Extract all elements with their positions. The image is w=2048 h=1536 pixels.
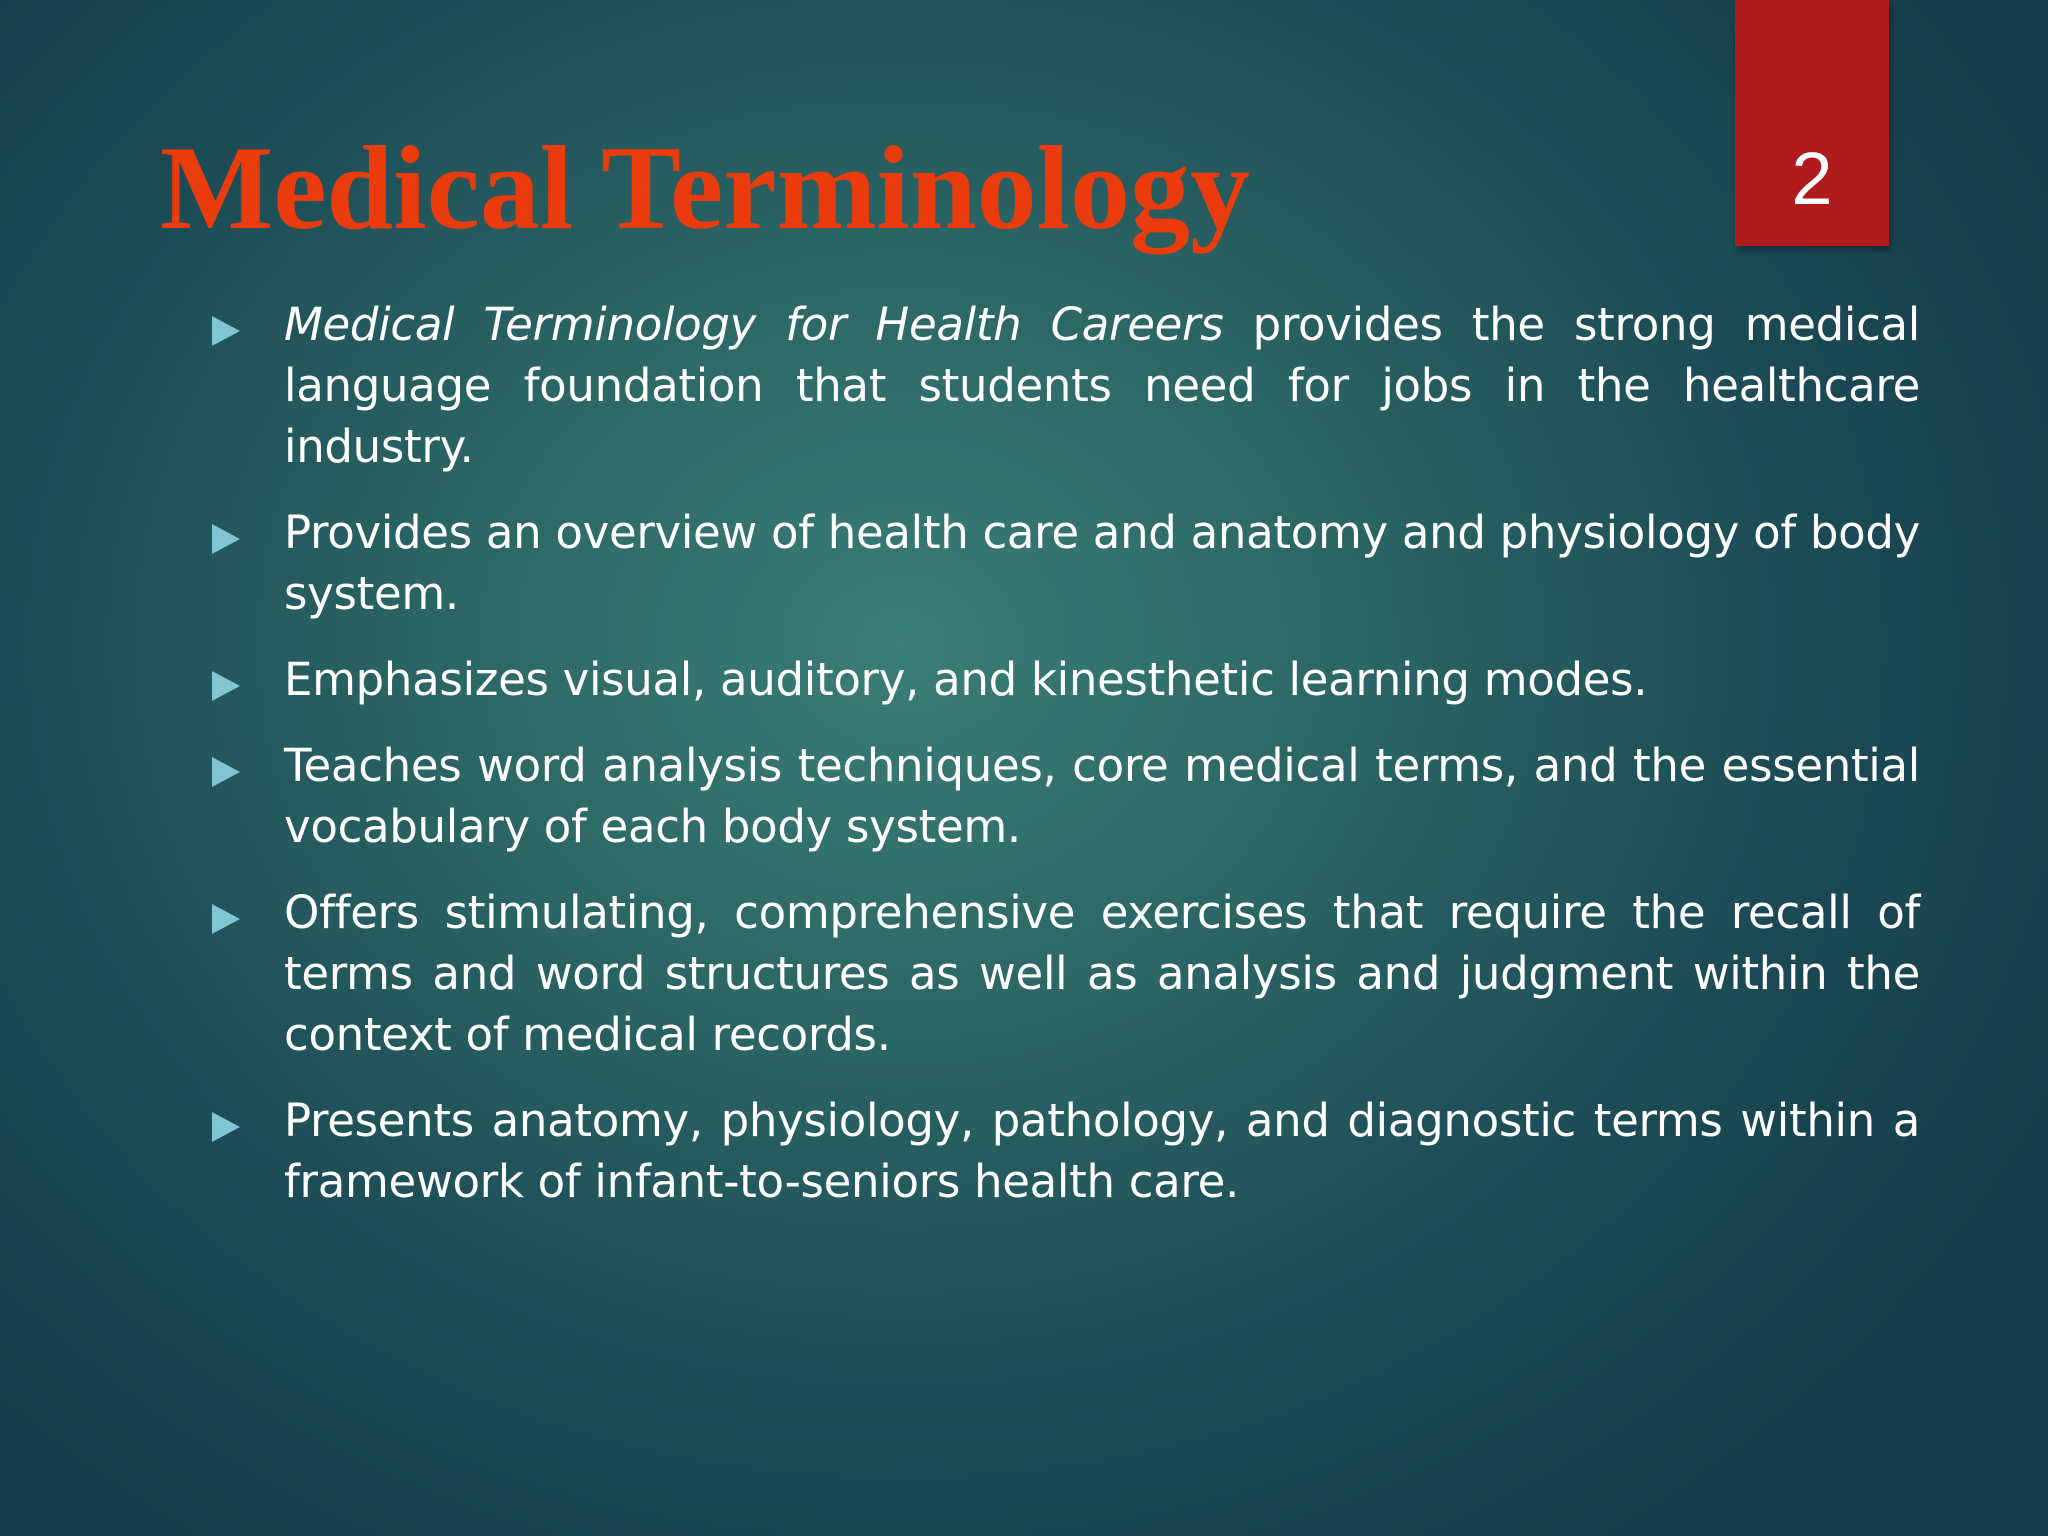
page-number-tab <box>1735 0 1889 246</box>
bullet-text: Provides an overview of health care and anatomy and physiology of body system. <box>284 506 1920 620</box>
triangle-bullet-icon <box>212 671 240 701</box>
book-title: Medical Terminology for Health Careers <box>284 298 1224 351</box>
bullet-item <box>200 294 1920 477</box>
slide-title: Medical Terminology <box>160 121 1250 254</box>
bullet-item <box>200 1090 1920 1212</box>
bullet-item <box>200 882 1920 1065</box>
triangle-bullet-icon <box>212 757 240 787</box>
triangle-bullet-icon <box>212 316 240 346</box>
triangle-bullet-icon <box>212 904 240 934</box>
triangle-bullet-icon <box>212 1112 240 1142</box>
bullet-text-rest: provides the strong medical language foundation that students need for jobs in the healthcare industry. <box>284 298 1921 473</box>
bullet-text: Offers stimulating, comprehensive exercises that require the recall of terms and word structures as well as analysis and judgment within the context of medical records. <box>284 886 1920 1061</box>
bullet-text: Teaches word analysis techniques, core medical terms, and the essential vocabulary of each body system. <box>284 739 1920 853</box>
bullet-text: Emphasizes visual, auditory, and kinesthetic learning modes. <box>284 653 1648 706</box>
bullet-item <box>200 735 1920 857</box>
bullet-list <box>200 294 1920 1237</box>
bullet-item <box>200 649 1920 710</box>
page-number: 2 <box>1791 137 1833 220</box>
bullet-item <box>200 502 1920 624</box>
bullet-text: Presents anatomy, physiology, pathology, and diagnostic terms within a framework of infant-to-seniors health care. <box>284 1094 1920 1208</box>
triangle-bullet-icon <box>212 524 240 554</box>
bullet-text <box>284 294 1920 477</box>
